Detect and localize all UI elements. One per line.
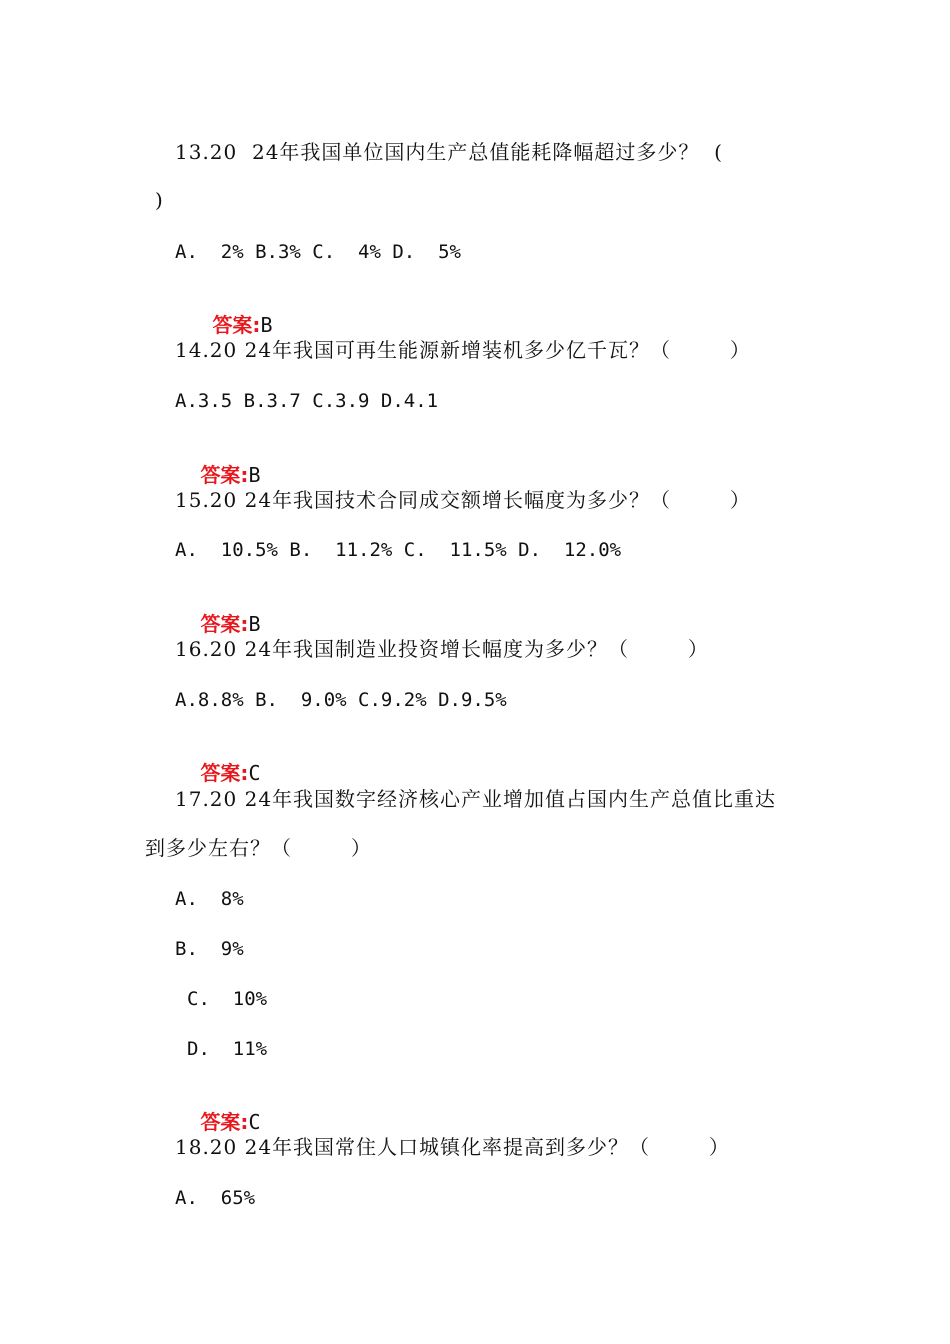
answer-label: 答案: xyxy=(200,612,249,636)
answer-value: B xyxy=(248,463,261,487)
question-15-options: A. 10.5% B. 11.2% C. 11.5% D. 12.0% xyxy=(175,539,622,561)
question-18-option-a: A. 65% xyxy=(175,1187,256,1209)
answer-value: B xyxy=(260,313,273,337)
question-13-stem-line2: ) xyxy=(155,188,164,212)
question-17-option-b: B. 9% xyxy=(175,938,244,960)
question-15-stem: 15.20 24年我国技术合同成交额增长幅度为多少？（ ） xyxy=(175,488,751,512)
question-18-stem: 18.20 24年我国常住人口城镇化率提高到多少？（ ） xyxy=(175,1135,730,1159)
answer-label: 答案: xyxy=(200,761,249,785)
question-17-option-a: A. 8% xyxy=(175,888,244,910)
question-16-stem: 16.20 24年我国制造业投资增长幅度为多少？（ ） xyxy=(175,637,709,661)
question-13-stem-line1: 13.20 24年我国单位国内生产总值能耗降幅超过多少？ ( xyxy=(175,140,723,164)
question-14-options: A.3.5 B.3.7 C.3.9 D.4.1 xyxy=(175,390,439,412)
answer-value: C xyxy=(248,761,261,785)
question-17-stem-line1: 17.20 24年我国数字经济核心产业增加值占国内生产总值比重达 xyxy=(175,787,777,811)
question-13-options: A. 2% B.3% C. 4% D. 5% xyxy=(175,241,461,263)
question-17-option-c: C. 10% xyxy=(187,988,268,1010)
answer-label: 答案: xyxy=(200,463,249,487)
question-17-option-d: D. 11% xyxy=(187,1038,268,1060)
answer-label: 答案: xyxy=(200,1110,249,1134)
answer-label: 答案: xyxy=(212,313,261,337)
question-16-options: A.8.8% B. 9.0% C.9.2% D.9.5% xyxy=(175,689,507,711)
question-14-stem: 14.20 24年我国可再生能源新增装机多少亿千瓦？（ ） xyxy=(175,338,751,362)
answer-value: B xyxy=(248,612,261,636)
question-17-stem-line2: 到多少左右？（ ） xyxy=(145,836,372,860)
answer-value: C xyxy=(248,1110,261,1134)
